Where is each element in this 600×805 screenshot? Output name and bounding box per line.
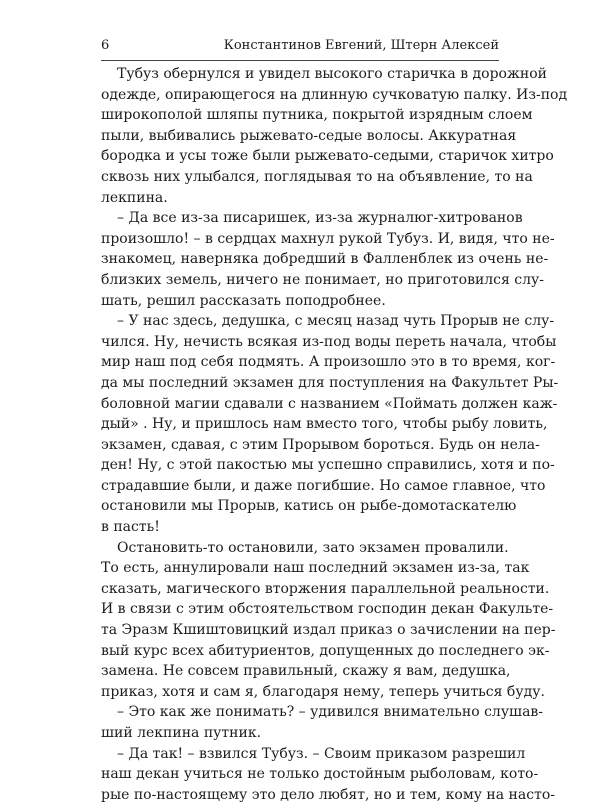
text-line: сквозь них улыбался, поглядывая то на объявление, то на: [101, 168, 533, 185]
text-line: – Да все из-за писаришек, из-за журналюг-хитрованов: [117, 210, 523, 227]
text-line: широкополой шляпы путника, покрытой изрядным слоем: [101, 107, 533, 124]
text-line: Тубуз обернулся и увидел высокого старичка в дорожной: [117, 66, 547, 82]
text-line: рые по-настоящему это дело любят, но и тем, кому на насто-: [101, 786, 555, 803]
page-header: [101, 35, 499, 57]
text-line: та Эразм Кшиштовицкий издал приказ о зачислении на пер-: [101, 622, 556, 639]
paragraph: [101, 208, 555, 311]
text-line: приказ, хотя и сам я, благодаря нему, теперь учиться буду.: [101, 683, 545, 700]
text-line: ден! Ну, с этой пакостью мы успешно справились, хотя и по-: [101, 457, 555, 474]
body-text: [101, 64, 568, 805]
text-line: шать, решил рассказать поподробнее.: [101, 292, 386, 309]
text-line: лекпина.: [101, 189, 168, 206]
text-line: наш декан учиться не только достойным рыболовам, кото-: [101, 766, 539, 783]
text-line: бородка и усы тоже были рыжевато-седыми, старичок хитро: [101, 148, 554, 165]
text-line: И в связи с этим обстоятельством господин декан Факульте-: [101, 601, 554, 618]
text-line: близких земель, ничего не понимает, но приготовился слу-: [101, 271, 545, 288]
paragraph: [101, 702, 544, 743]
text-line: знакомец, наверняка добредший в Фалленблек из очень не-: [101, 251, 549, 268]
text-line: ший лекпина путник.: [101, 725, 262, 741]
text-line: боловной магии сдавали с названием «Поймать должен каж-: [101, 395, 558, 412]
text-line: сказать, магического вторжения параллельной реальности.: [101, 580, 550, 597]
paragraph: [101, 538, 556, 703]
text-line: мир наш под себя подмять. А произошло это в то время, ког-: [101, 354, 556, 371]
text-line: пыли, выбивались рыжевато-седые волосы. Аккуратная: [101, 127, 517, 144]
text-line: – Да так! – взвился Тубуз. – Своим приказом разрешил: [117, 745, 526, 762]
text-line: одежде, опирающегося на длинную сучковатую палку. Из-под: [101, 86, 568, 103]
running-head-authors: Константинов Евгений, Штерн Алексей: [223, 38, 499, 53]
text-line: чился. Ну, нечисть всякая из-под воды переть начала, чтобы: [101, 333, 557, 350]
text-line: – У нас здесь, дедушка, с месяц назад чуть Прорыв не слу-: [117, 313, 555, 330]
text-line: замена. Не совсем правильный, скажу я вам, дедушка,: [101, 663, 511, 680]
text-line: Остановить-то остановили, зато экзамен провалили.: [117, 539, 509, 556]
text-line: остановили мы Прорыв, катись он рыбе-домотаскателю: [101, 498, 517, 515]
paragraph: [101, 311, 559, 538]
text-line: в пасть!: [101, 519, 160, 536]
text-line: произошло! – в сердцах махнул рукой Тубуз. И, видя, что не-: [101, 230, 555, 247]
text-line: То есть, аннулировали наш последний экзамен из-за, так: [101, 560, 530, 577]
paragraph: [101, 64, 568, 208]
text-line: страдавшие были, и даже погибшие. Но самое главное, что: [101, 477, 546, 494]
page-number: 6: [101, 38, 110, 53]
paragraph: [101, 744, 555, 805]
text-line: вый курс всех абитуриентов, допущенных до последнего эк-: [101, 642, 550, 659]
text-line: – Это как же понимать? – удивился внимательно слушав-: [117, 704, 544, 721]
text-line: да мы последний экзамен для поступления на Факультет Ры-: [101, 374, 559, 391]
header-rule: [101, 60, 499, 61]
text-line: экзамен, сдавая, с этим Прорывом бороться. Будь он нела-: [101, 436, 540, 453]
text-line: дый» . Ну, и пришлось нам вместо того, чтобы рыбу ловить,: [101, 416, 548, 433]
